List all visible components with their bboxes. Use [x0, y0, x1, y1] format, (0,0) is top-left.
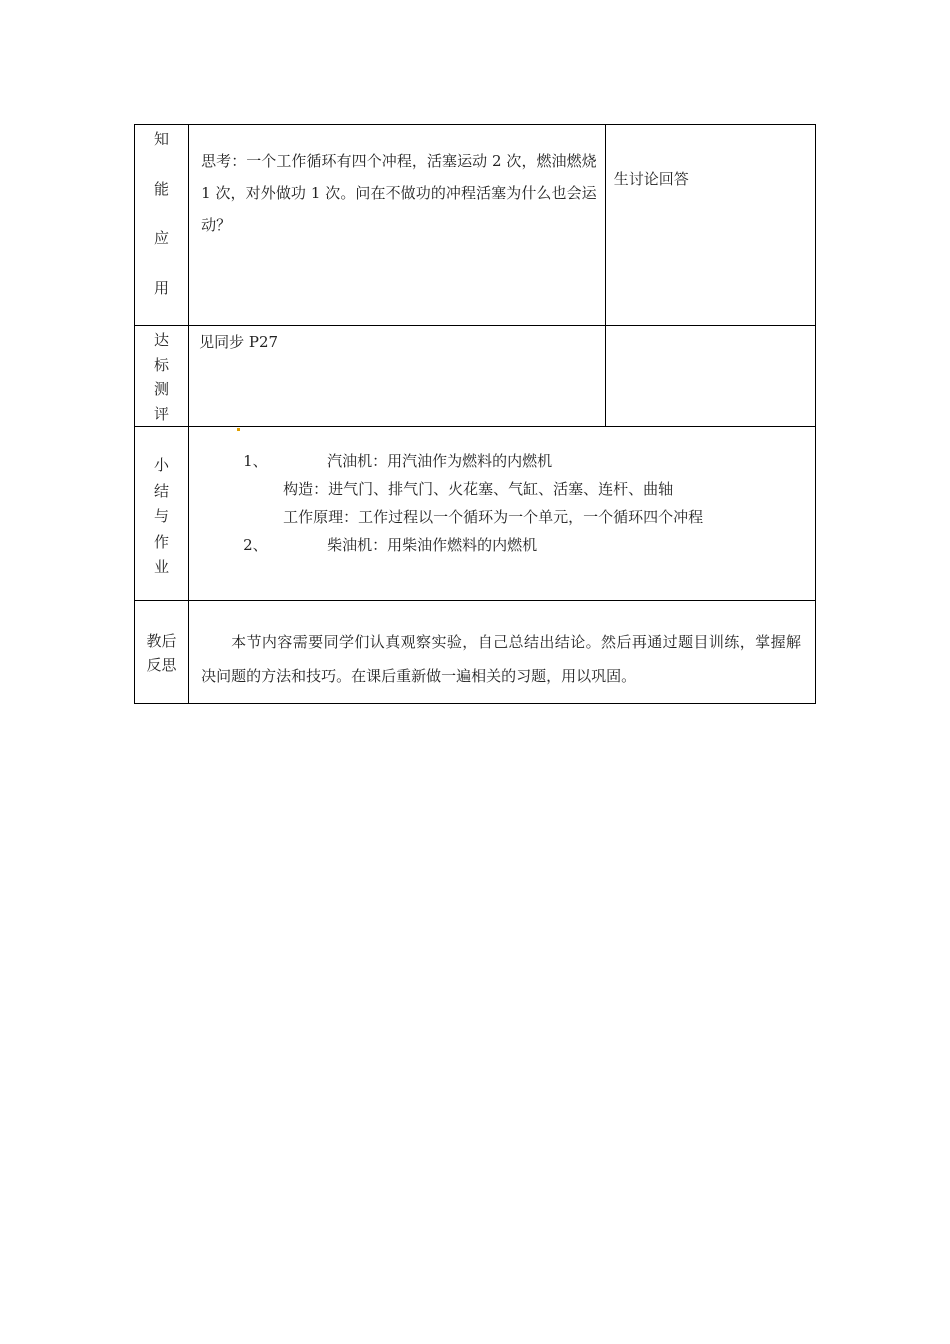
summary-item-2-text: 柴油机：用柴油作燃料的内燃机: [327, 536, 538, 554]
label-char: 评: [154, 404, 170, 423]
table-row-assessment: [135, 326, 816, 427]
think-question-text: 思考：一个工作循环有四个冲程，活塞运动 2 次，燃油燃烧 1 次，对外做功 1 次。问在不做功的冲程活塞为什么也会运动？: [201, 152, 597, 234]
summary-item-1-text: 汽油机：用汽油作为燃料的内燃机: [327, 452, 553, 470]
activity-note-cell: [605, 125, 815, 326]
label-char: 用: [154, 278, 170, 297]
summary-item-1-number: 1、: [243, 452, 268, 470]
label-char: 与: [154, 507, 170, 525]
reflection-content-cell: [189, 601, 816, 704]
assessment-content-cell: [189, 326, 606, 427]
label-char: 作: [154, 532, 170, 551]
row-label-knowledge-application: [135, 125, 188, 325]
label-char: 能: [154, 179, 170, 198]
assessment-note-cell: [605, 326, 815, 427]
bullet-marker: [237, 428, 240, 431]
summary-item-2-number: 2、: [243, 536, 268, 554]
label-char: 业: [154, 558, 170, 576]
assessment-reference-text: 见同步 P27: [199, 333, 279, 351]
row-label-summary-homework: [135, 427, 188, 581]
label-char: 测: [154, 380, 170, 398]
label-char: 达: [154, 331, 170, 349]
summary-principle-text: 工作原理：工作过程以一个循环为一个单元，一个循环四个冲程: [283, 508, 704, 526]
row-label-cell: [135, 601, 189, 704]
row-label-cell: [135, 326, 189, 427]
row-label-cell: [135, 125, 189, 326]
summary-construction-text: 构造：进气门、排气门、火花塞、气缸、活塞、连杆、曲轴: [283, 480, 674, 498]
label-char: 知: [154, 130, 170, 148]
reflection-text: 本节内容需要同学们认真观察实验，自己总结出结论。然后再通过题目训练，掌握解决问题的方法和技巧。在课后重新做一遍相关的习题，用以巩固。: [201, 633, 801, 685]
label-char: 应: [154, 229, 170, 247]
label-line: 教后: [146, 632, 177, 650]
think-question-cell: [189, 125, 606, 326]
lesson-plan-table: [134, 124, 816, 704]
row-label-assessment: [135, 326, 188, 426]
table-row-summary-homework: [135, 427, 816, 601]
label-line: 反思: [146, 656, 177, 674]
summary-content-cell: [189, 427, 816, 601]
activity-note-text: 生讨论回答: [613, 170, 689, 188]
label-char: 小: [154, 456, 170, 474]
label-char: 结: [154, 481, 170, 500]
row-label-reflection: [135, 601, 188, 677]
row-label-cell: [135, 427, 189, 601]
table-row-reflection: [135, 601, 816, 704]
table-row-knowledge-application: [135, 125, 816, 326]
label-char: 标: [154, 355, 170, 374]
